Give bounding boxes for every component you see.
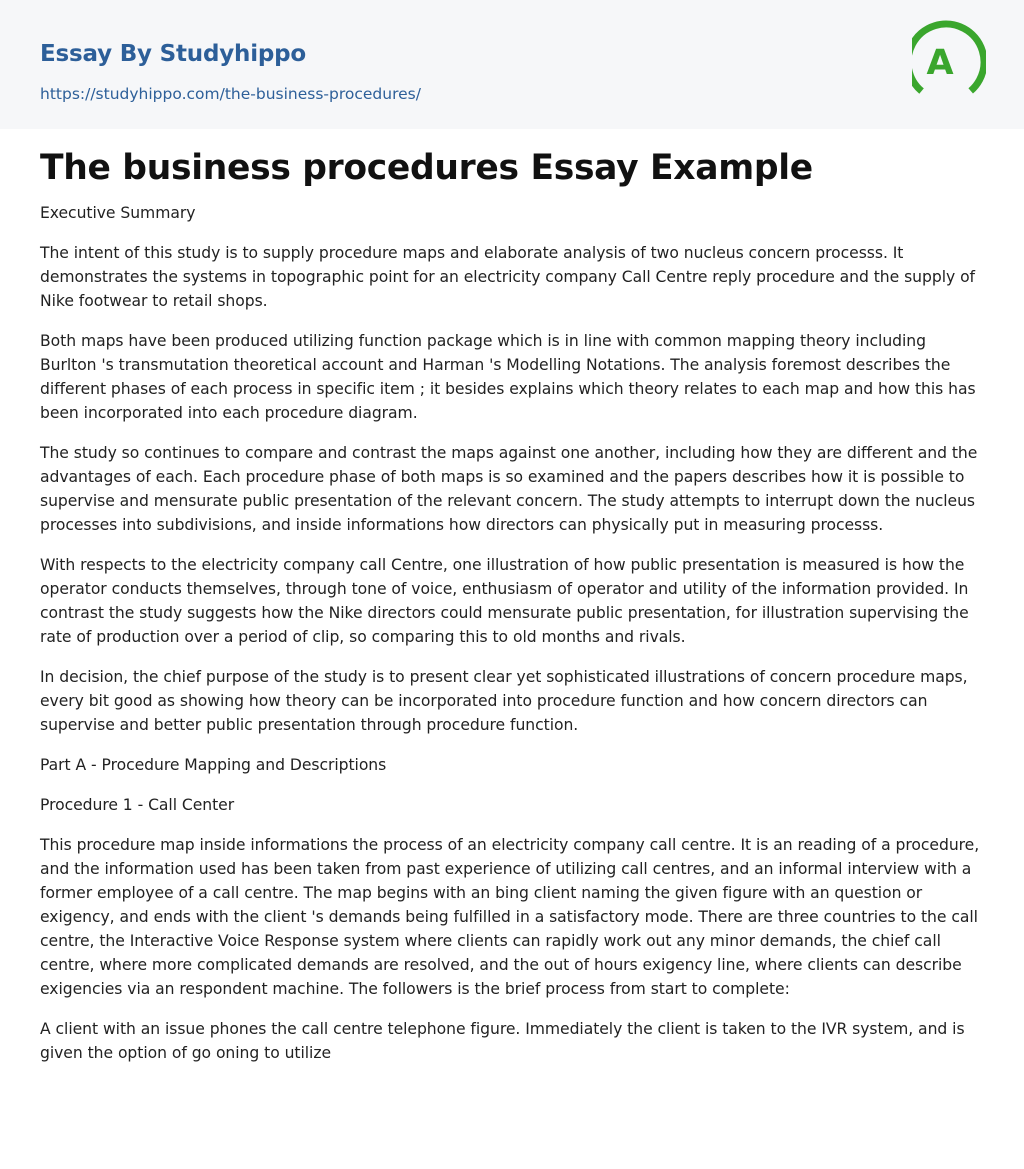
page-title: The business procedures Essay Example [40, 148, 813, 188]
paragraph: A client with an issue phones the call centre telephone figure. Immediately the client is taken to the IVR system, and is given the option of go oning to utilize [40, 1020, 965, 1062]
article [40, 146, 985, 1081]
paragraph: Both maps have been produced utilizing function package which is in line with common mapping theory including Burlton 's transmutation theoretical account and Harman 's Modelling Notations. The analysis foremost describes the different phases of each process in specific item ; it besides explains which theory relates to each map and how this has been incorporated into each procedure diagram. [40, 332, 976, 422]
paragraph: The intent of this study is to supply procedure maps and elaborate analysis of two nucleus concern processs. It demonstrates the systems in topographic point for an electricity company Call Centre reply procedure and the supply of Nike footwear to retail shops. [40, 244, 975, 310]
logo-letter: A [926, 43, 954, 83]
paragraph-executive-summary: Executive Summary [40, 204, 196, 222]
paragraph: This procedure map inside informations the process of an electricity company call centre. It is an reading of a procedure, and the information used has been taken from past experience of utilizing call centres, and an informal interview with a former employee of a call centre. The map begins with an bing client naming the given figure with an question or exigency, and ends with the client 's demands being fulfilled in a satisfactory mode. There are three countries to the call centre, the Interactive Voice Response system where clients can rapidly work out any minor demands, the chief call centre, where more complicated demands are resolved, and the out of hours exigency line, where clients can describe exigencies via an respondent machine. The followers is the brief process from start to complete: [40, 836, 980, 998]
site-header [0, 0, 1024, 129]
paragraph: In decision, the chief purpose of the study is to present clear yet sophisticated illustrations of concern procedure maps, every bit good as showing how theory can be incorporated into procedure function and how concern directors can supervise and better public presentation through procedure function. [40, 668, 968, 734]
page-url-link[interactable]: https://studyhippo.com/the-business-procedures/ [40, 85, 421, 103]
section-heading-procedure-1: Procedure 1 - Call Center [40, 796, 235, 814]
paragraph: The study so continues to compare and contrast the maps against one another, including how they are different and the advantages of each. Each procedure phase of both maps is so examined and the papers describes how it is possible to supervise and mensurate public presentation of the relevant concern. The study attempts to interrupt down the nucleus processes into subdivisions, and inside informations how directors can physically put in measuring processs. [40, 444, 978, 534]
paragraph: With respects to the electricity company call Centre, one illustration of how public presentation is measured is how the operator conducts themselves, through tone of voice, enthusiasm of operator and utility of the information provided. In contrast the study suggests how the Nike directors could mensurate public presentation, for illustration supervising the rate of production over a period of clip, so comparing this to old months and rivals. [40, 556, 969, 646]
section-heading-part-a: Part A - Procedure Mapping and Descriptions [40, 756, 387, 774]
studyhippo-logo[interactable] [912, 19, 986, 105]
site-title[interactable]: Essay By Studyhippo [40, 41, 307, 67]
